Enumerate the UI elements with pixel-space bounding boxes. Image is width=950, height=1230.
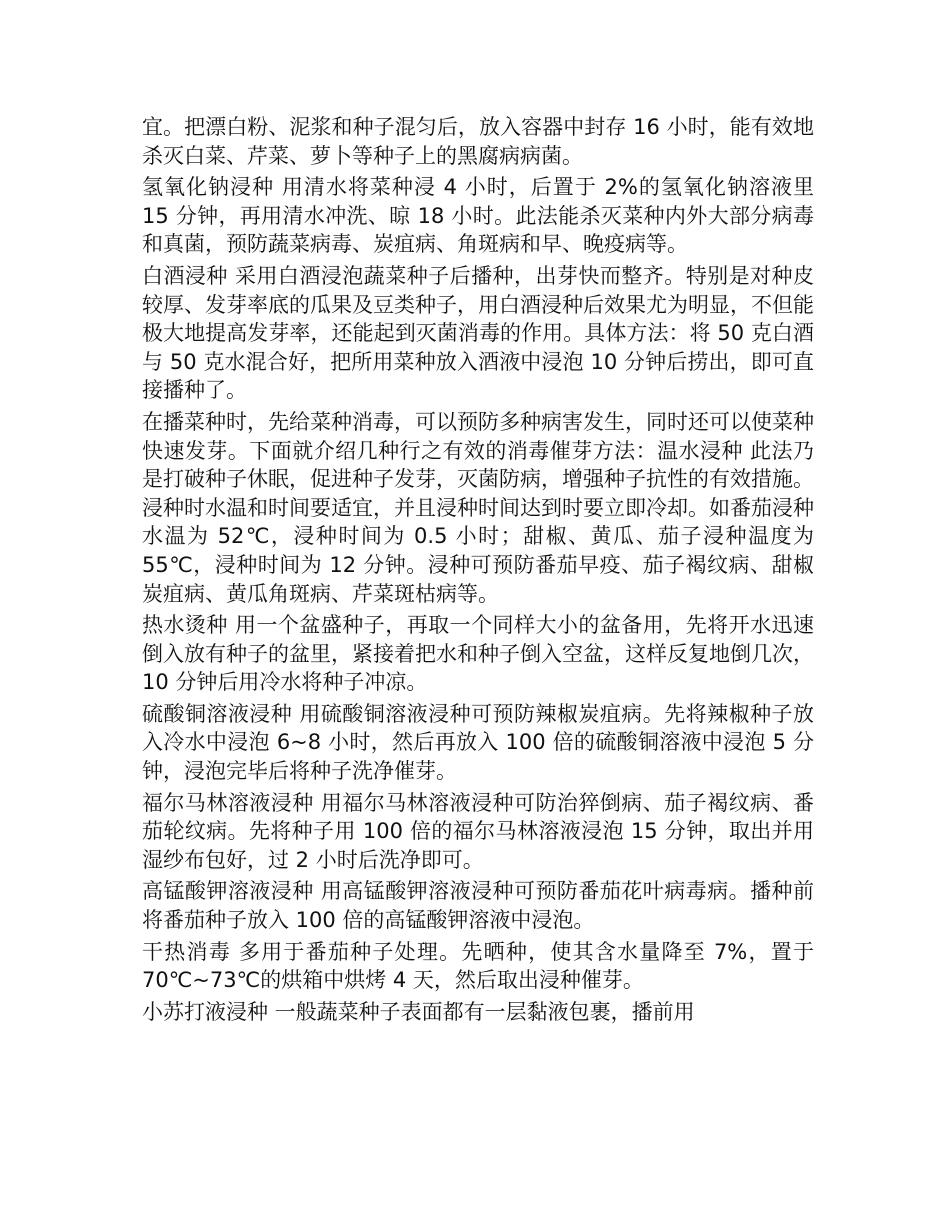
- paragraph-text: 宜。把漂白粉、泥浆和种子混匀后，放入容器中封存 16 小时，能有效地杀灭白菜、芹菜、萝卜等种子上的黑腐病病菌。: [142, 115, 814, 168]
- document-page: [142, 113, 814, 1029]
- paragraph-term: 氢氧化钠浸种: [142, 175, 275, 200]
- paragraph-term: 白酒浸种: [142, 263, 228, 288]
- paragraph-term: 小苏打液浸种: [142, 999, 268, 1024]
- paragraph-text: 用高锰酸钾溶液浸种可预防番茄花叶病毒病。播种前将番茄种子放入 100 倍的高锰酸钾溶液中浸泡。: [142, 879, 814, 933]
- paragraph: [142, 113, 814, 170]
- paragraph: [142, 408, 814, 608]
- paragraph-term: 热水烫种: [142, 613, 228, 638]
- paragraph-text: 一般蔬菜种子表面都有一层黏液包裹，播前用: [268, 999, 695, 1024]
- paragraph-term: 干热消毒: [142, 939, 231, 964]
- paragraph-text: 在播菜种时，先给菜种消毒，可以预防多种病害发生，同时还可以使菜种快速发芽。下面就介绍几种行之有效的消毒催芽方法：温水浸种 此法乃是打破种子休眠，促进种子发芽，灭菌防病，增强种子抗性的有效措施。浸种时水温和时间要适宜，并且浸种时间达到时要立即冷却。如番茄浸种水温为 52℃，浸种时间为 0.5 小时；甜椒、黄瓜、茄子浸种温度为 55℃，浸种时间为 12 分钟。浸种可预防番茄早疫、茄子褐纹病、甜椒炭疽病、黄瓜角斑病、芹菜斑枯病等。: [142, 409, 814, 606]
- paragraph: [142, 877, 814, 934]
- paragraph-text: 采用白酒浸泡蔬菜种子后播种，出芽快而整齐。特别是对种皮较厚、发芽率底的瓜果及豆类种子，用白酒浸种后效果尤为明显，不但能极大地提高发芽率，还能起到灭菌消毒的作用。具体方法：将 50 克白酒与 50 克水混合好，把所用菜种放入酒液中浸泡 10 分钟后捞出，即可直接播种了。: [142, 263, 814, 403]
- paragraph-text: 多用于番茄种子处理。先晒种，使其含水量降至 7%，置于 70℃~73℃的烘箱中烘烤 4 天，然后取出浸种催芽。: [142, 939, 814, 993]
- paragraph: [142, 262, 814, 405]
- paragraph: [142, 998, 814, 1027]
- paragraph: [142, 611, 814, 697]
- paragraph-text: 用福尔马林溶液浸种可防治猝倒病、茄子褐纹病、番茄轮纹病。先将种子用 100 倍的福尔马林溶液浸泡 15 分钟，取出并用湿纱布包好，过 2 小时后洗净即可。: [142, 790, 814, 872]
- paragraph-text: 用清水将菜种浸 4 小时，后置于 2%的氢氧化钠溶液里 15 分钟，再用清水冲洗、晾 18 小时。此法能杀灭菜种内外大部分病毒和真菌，预防蔬菜病毒、炭疽病、角斑病和早、晚疫病等。: [142, 175, 815, 257]
- paragraph-term: 硫酸铜溶液浸种: [142, 701, 293, 726]
- paragraph: [142, 789, 814, 875]
- paragraph: [142, 938, 814, 995]
- paragraph-term: 福尔马林溶液浸种: [142, 790, 314, 815]
- paragraph: [142, 173, 814, 259]
- paragraph-term: 高锰酸钾溶液浸种: [142, 879, 314, 904]
- paragraph-text: 用硫酸铜溶液浸种可预防辣椒炭疽病。先将辣椒种子放入冷水中浸泡 6~8 小时，然后再放入 100 倍的硫酸铜溶液中浸泡 5 分钟，浸泡完毕后将种子洗净催芽。: [142, 701, 814, 784]
- paragraph-text: 用一个盆盛种子，再取一个同样大小的盆备用，先将开水迅速倒入放有种子的盆里，紧接着把水和种子倒入空盆，这样反复地倒几次，10 分钟后用冷水将种子冲凉。: [142, 613, 814, 695]
- paragraph: [142, 700, 814, 786]
